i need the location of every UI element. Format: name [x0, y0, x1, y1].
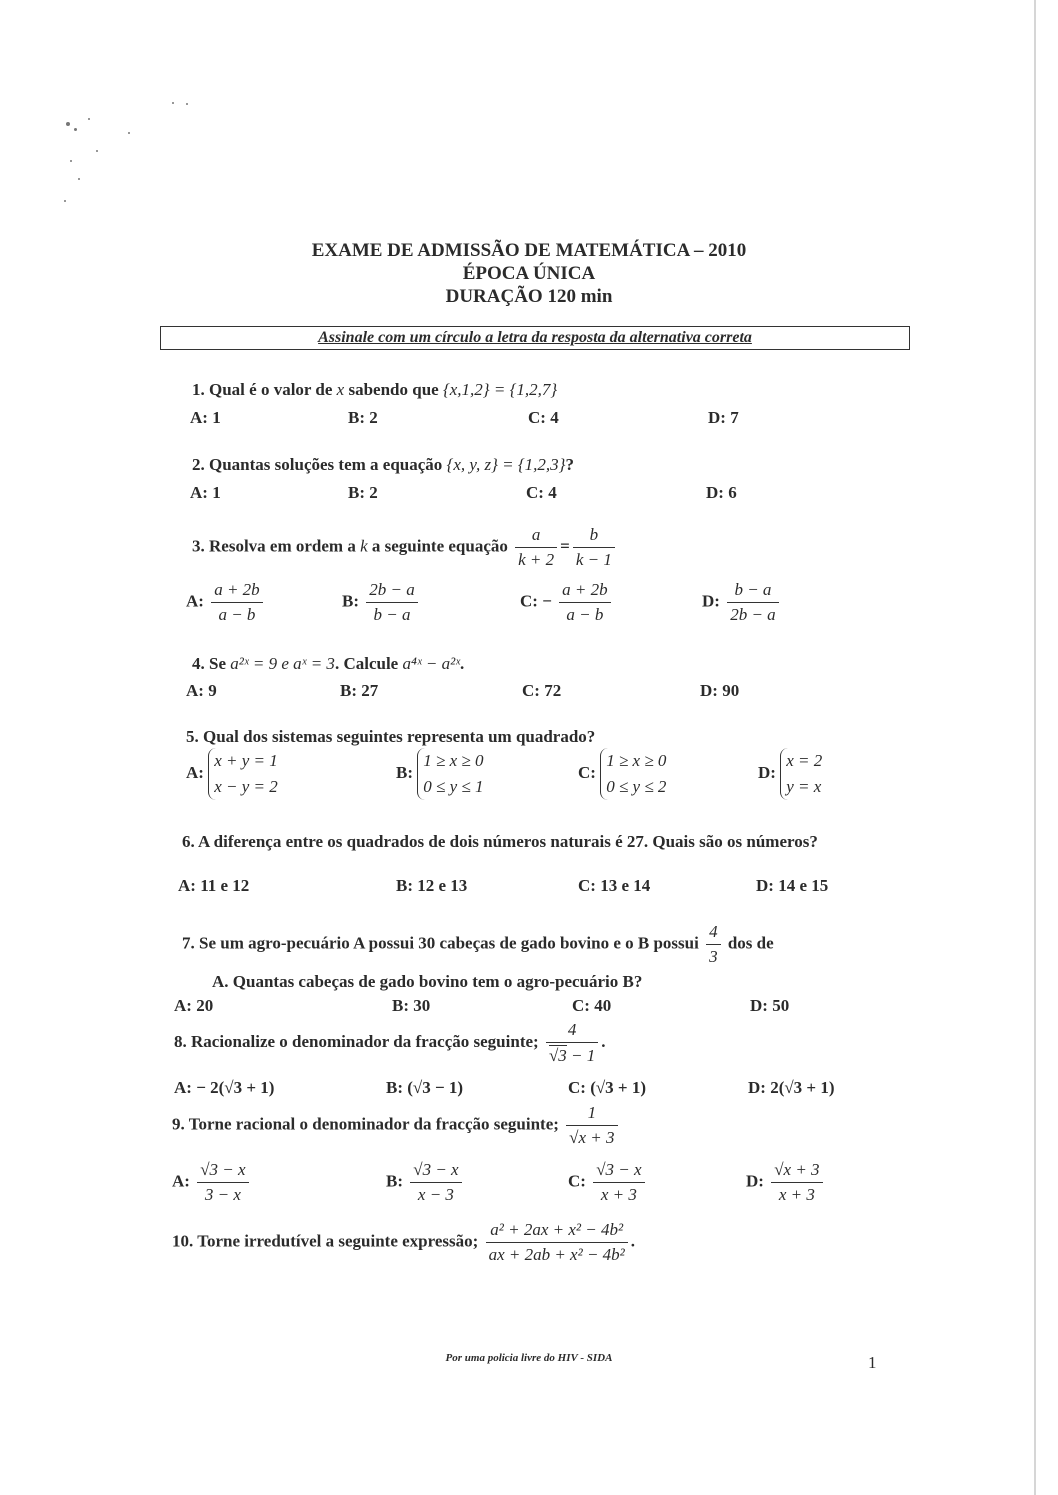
- q5-option-d-system: [780, 748, 822, 800]
- q1-option-d[interactable]: D: 7: [708, 408, 739, 427]
- q9-frac-num: 1: [587, 1103, 597, 1122]
- q6-option-a[interactable]: A: 11 e 12: [178, 876, 250, 895]
- q3-eq-left-den: k + 2: [515, 547, 557, 570]
- q1-text2: sabendo que: [348, 380, 439, 399]
- exam-title: EXAME DE ADMISSÃO DE MATEMÁTICA – 2010: [311, 240, 747, 261]
- q3-eq-right-fraction: [573, 525, 615, 570]
- q5-d-eq2: y = x: [786, 777, 822, 796]
- q2-option-c[interactable]: C: 4: [526, 483, 557, 502]
- q2-option-d[interactable]: D: 6: [706, 483, 737, 502]
- scan-speck: [70, 160, 72, 162]
- q4-expr: a²ˣ = 9 e aˣ = 3: [230, 654, 335, 673]
- scan-speck: [88, 118, 90, 120]
- instruction-text: Assinale com um círculo a letra da resposta da alternativa correta: [318, 329, 752, 346]
- q7-text2: dos de: [727, 933, 774, 953]
- scan-speck: [128, 132, 130, 134]
- question-7-continued: A. Quantas cabeças de gado bovino tem o agro-pecuário B?: [212, 972, 643, 991]
- q4-text: 4. Se: [192, 654, 226, 673]
- q3-eq-left-num: a: [531, 525, 541, 544]
- q9-fraction: [566, 1103, 617, 1148]
- q5-a-eq2: x − y = 2: [214, 777, 278, 796]
- q3-var: k: [360, 536, 368, 556]
- q4-option-c[interactable]: C: 72: [522, 681, 562, 700]
- q9-option-d-label: D:: [746, 1171, 764, 1191]
- question-2: [192, 455, 574, 475]
- q2-text: 2. Quantas soluções tem a equação: [192, 455, 443, 474]
- page-number: 1: [868, 1353, 877, 1372]
- q8-end: .: [601, 1031, 606, 1051]
- q3-option-d-label: D:: [702, 591, 720, 611]
- q9-option-b-label: B:: [386, 1171, 403, 1191]
- q4-text2: . Calcule: [334, 654, 399, 673]
- q8-option-d[interactable]: D: 2(√3 + 1): [748, 1078, 835, 1097]
- question-1: [192, 380, 557, 400]
- q9-b-den: x − 3: [410, 1182, 461, 1205]
- question-7: [182, 922, 774, 967]
- q10-end: .: [630, 1231, 636, 1251]
- q9-option-b-fraction: [410, 1160, 461, 1205]
- q8-option-b[interactable]: B: (√3 − 1): [386, 1078, 464, 1097]
- q3-a-den: a − b: [211, 602, 262, 625]
- q7-frac-num: 4: [709, 922, 718, 941]
- question-6: 6. A diferença entre os quadrados de dois números naturais é 27. Quais são os números?: [182, 832, 818, 851]
- q3-d-den: 2b − a: [727, 602, 778, 625]
- q8-frac-den: [546, 1042, 598, 1066]
- exam-season: ÉPOCA ÚNICA: [462, 263, 596, 284]
- q7-option-b[interactable]: B: 30: [392, 996, 431, 1015]
- scan-edge-line: [1034, 0, 1036, 1495]
- q9-c-num: √3 − x: [596, 1160, 642, 1179]
- q1-set: {x,1,2} = {1,2,7}: [442, 380, 558, 399]
- q3-eq-right-den: k − 1: [573, 547, 615, 570]
- q7-option-c[interactable]: C: 40: [572, 996, 612, 1015]
- q3-option-b-label: B:: [342, 591, 359, 611]
- q10-fraction: [486, 1220, 628, 1265]
- q8-frac-den-rest: − 1: [566, 1046, 596, 1065]
- instruction-box: [160, 326, 910, 350]
- q3-eq-right-num: b: [589, 525, 599, 544]
- q3-b-den: b − a: [366, 602, 417, 625]
- q3-d-num: b − a: [734, 580, 772, 599]
- q8-frac-den-root: √3: [548, 1046, 567, 1065]
- scan-speck: [78, 178, 80, 180]
- q9-c-den: x + 3: [593, 1182, 644, 1205]
- q1-var: x: [336, 380, 345, 399]
- q6-option-b[interactable]: B: 12 e 13: [396, 876, 468, 895]
- q1-option-c[interactable]: C: 4: [528, 408, 559, 427]
- q3-option-a[interactable]: [186, 580, 266, 625]
- q8-option-a[interactable]: A: − 2(√3 + 1): [174, 1078, 275, 1097]
- q4-end: .: [460, 654, 465, 673]
- scan-speck: [74, 128, 77, 131]
- q9-option-d[interactable]: [746, 1160, 826, 1205]
- q5-a-eq1: x + y = 1: [214, 751, 278, 770]
- exam-duration: DURAÇÃO 120 min: [445, 286, 613, 307]
- q8-fraction: [546, 1020, 598, 1066]
- q9-d-num: √x + 3: [774, 1160, 820, 1179]
- question-3: 3. Resolva em ordem a k a seguinte equação $\frac{a}{k + 2}$ = $\frac{b}{k - 1}$: [192, 525, 618, 570]
- q9-option-b[interactable]: [386, 1160, 465, 1205]
- q4-option-d[interactable]: D: 90: [700, 681, 740, 700]
- q7-option-d[interactable]: D: 50: [750, 996, 790, 1015]
- q4-option-b[interactable]: B: 27: [340, 681, 379, 700]
- q9-option-a-label: A:: [172, 1171, 190, 1191]
- q3-option-a-label: A:: [186, 591, 204, 611]
- q7-text: 7. Se um agro-pecuário A possui 30 cabeças de gado bovino e o B possui: [182, 933, 699, 953]
- q7-frac-den: 3: [706, 944, 721, 967]
- q9-option-c-label: C:: [568, 1171, 586, 1191]
- q8-option-c[interactable]: C: (√3 + 1): [568, 1078, 647, 1097]
- q3-a-num: a + 2b: [214, 580, 260, 599]
- question-9: [172, 1103, 621, 1148]
- q6-option-c[interactable]: C: 13 e 14: [578, 876, 651, 895]
- q3-text: 3. Resolva em ordem a: [192, 536, 356, 556]
- q1-option-b[interactable]: B: 2: [348, 408, 378, 427]
- q9-d-den: x + 3: [771, 1182, 822, 1205]
- q3-option-b[interactable]: [342, 580, 421, 625]
- q3-text2: a seguinte equação: [371, 536, 508, 556]
- q3-b-num: 2b − a: [369, 580, 415, 599]
- q2-end: ?: [565, 455, 574, 474]
- q3-option-a-fraction: [211, 580, 262, 625]
- q5-d-eq1: x = 2: [786, 751, 823, 770]
- q5-option-a-label: A:: [186, 762, 204, 782]
- q9-option-c[interactable]: [568, 1160, 648, 1205]
- q3-option-c-label: C:: [520, 591, 538, 611]
- q6-option-d[interactable]: D: 14 e 15: [756, 876, 829, 895]
- q5-option-a[interactable]: [186, 748, 278, 800]
- q9-a-num: √3 − x: [200, 1160, 246, 1179]
- q9-frac-den: √x + 3: [566, 1125, 617, 1148]
- q1-text: 1. Qual é o valor de: [192, 380, 333, 399]
- q5-option-b-label: B:: [396, 762, 413, 782]
- q5-option-c-label: C:: [578, 762, 596, 782]
- q10-frac-den: ax + 2ab + x² − 4b²: [486, 1242, 628, 1265]
- q5-option-a-system: [208, 748, 278, 800]
- q3-option-c-sign: −: [542, 591, 552, 611]
- q5-c-eq1: 1 ≥ x ≥ 0: [606, 751, 667, 770]
- q3-c-num: a + 2b: [562, 580, 608, 599]
- q5-c-eq2: 0 ≤ y ≤ 2: [606, 777, 667, 796]
- q9-text: 9. Torne racional o denominador da fracção seguinte;: [172, 1114, 559, 1134]
- q7-fraction: [706, 922, 721, 967]
- q2-set: {x, y, z} = {1,2,3}: [446, 455, 566, 474]
- q5-b-eq1: 1 ≥ x ≥ 0: [423, 751, 484, 770]
- q5-option-b[interactable]: [396, 748, 483, 800]
- q9-option-c-fraction: [593, 1160, 644, 1205]
- q2-option-a[interactable]: A: 1: [190, 483, 221, 502]
- scan-speck: [66, 122, 70, 126]
- footer-slogan: Por uma policia livre do HIV - SIDA: [445, 1352, 613, 1364]
- q3-option-b-fraction: [366, 580, 417, 625]
- q9-b-num: √3 − x: [413, 1160, 459, 1179]
- q5-option-b-system: [417, 748, 483, 800]
- q5-option-c[interactable]: [578, 748, 666, 800]
- scan-speck: [96, 150, 98, 152]
- q10-text: 10. Torne irredutível a seguinte expressão;: [172, 1231, 479, 1251]
- q3-option-c-fraction: [559, 580, 610, 625]
- q9-option-a[interactable]: [172, 1160, 252, 1205]
- q5-b-eq2: 0 ≤ y ≤ 1: [423, 777, 484, 796]
- q9-a-den: 3 − x: [197, 1182, 248, 1205]
- q3-option-d[interactable]: [702, 580, 782, 625]
- q2-option-b[interactable]: B: 2: [348, 483, 378, 502]
- q4-expr2: a⁴ˣ − a²ˣ: [402, 654, 461, 673]
- scan-speck: [186, 103, 188, 105]
- q1-option-a[interactable]: A: 1: [190, 408, 221, 427]
- q3-eq-left-fraction: [515, 525, 557, 570]
- q9-option-a-fraction: [197, 1160, 248, 1205]
- question-8: [174, 1020, 606, 1066]
- q8-frac-num: 4: [567, 1020, 577, 1039]
- q3-c-den: a − b: [559, 602, 610, 625]
- scan-speck: [64, 200, 66, 202]
- q10-frac-num: a² + 2ax + x² − 4b²: [490, 1220, 624, 1239]
- q5-option-d-label: D:: [758, 762, 776, 782]
- question-10: [172, 1220, 635, 1265]
- question-5: 5. Qual dos sistemas seguintes representa um quadrado?: [186, 727, 596, 746]
- q4-option-a[interactable]: A: 9: [186, 681, 217, 700]
- q3-option-d-fraction: [727, 580, 778, 625]
- q3-option-c[interactable]: [520, 580, 614, 625]
- q5-option-c-system: [600, 748, 666, 800]
- q7-option-a[interactable]: A: 20: [174, 996, 214, 1015]
- q5-option-d[interactable]: [758, 748, 822, 800]
- scan-speck: [172, 102, 174, 104]
- q8-text: 8. Racionalize o denominador da fracção seguinte;: [174, 1031, 539, 1051]
- question-4: [192, 654, 464, 674]
- q9-option-d-fraction: [771, 1160, 822, 1205]
